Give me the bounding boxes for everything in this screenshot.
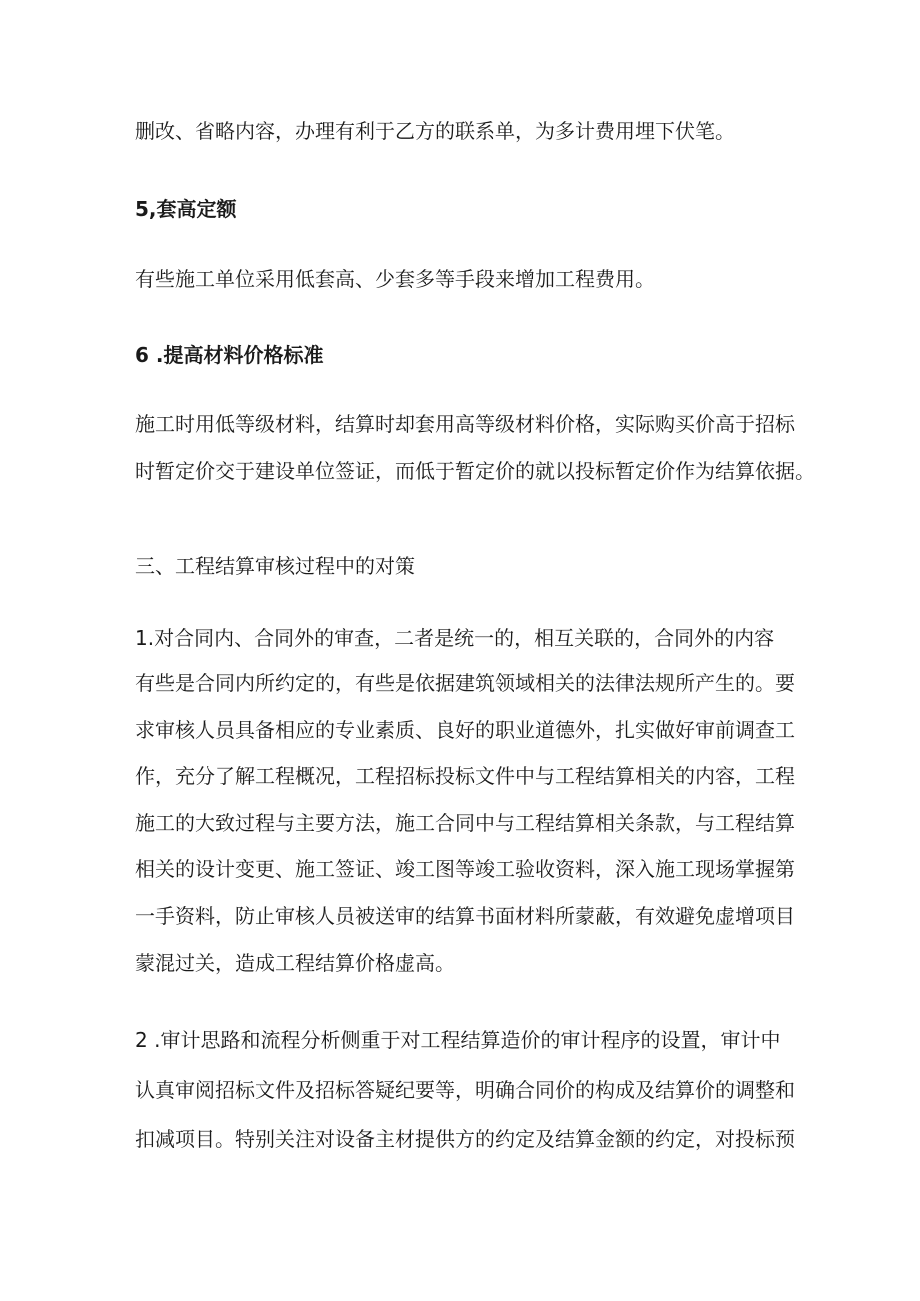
paragraph-line: 有些施工单位采用低套高、少套多等手段来增加工程费用。 <box>135 267 655 291</box>
paragraph-line: 2 .审计思路和流程分析侧重于对工程结算造价的审计程序的设置，审计中 <box>135 1028 781 1052</box>
paragraph-line: 认真审阅招标文件及招标答疑纪要等，明确合同价的构成及结算价的调整和 <box>135 1078 795 1102</box>
paragraph-line: 有些是合同内所约定的，有些是依据建筑领域相关的法律法规所产生的。要 <box>135 671 795 695</box>
paragraph-line: 相关的设计变更、施工签证、竣工图等竣工验收资料，深入施工现场掌握第 <box>135 857 795 881</box>
paragraph-line: 求审核人员具备相应的专业素质、良好的职业道德外，扎实做好审前调查工 <box>135 718 795 742</box>
paragraph-line: 扣减项目。特别关注对设备主材提供方的约定及结算金额的约定，对投标预 <box>135 1127 795 1151</box>
section-heading-6: 6 .提高材料价格标准 <box>135 343 324 367</box>
paragraph-line: 一手资料，防止审核人员被送审的结算书面材料所蒙蔽，有效避免虚增项目 <box>135 904 795 928</box>
paragraph-line: 施工时用低等级材料，结算时却套用高等级材料价格，实际购买价高于招标 <box>135 412 795 436</box>
paragraph-line: 蒙混过关，造成工程结算价格虚高。 <box>135 951 455 975</box>
paragraph-line: 施工的大致过程与主要方法，施工合同中与工程结算相关条款，与工程结算 <box>135 811 795 835</box>
paragraph-line: 删改、省略内容，办理有利于乙方的联系单，为多计费用埋下伏笔。 <box>135 119 735 143</box>
paragraph-line: 1.对合同内、合同外的审查，二者是统一的，相互关联的，合同外的内容 <box>135 626 775 650</box>
section-heading-3: 三、工程结算审核过程中的对策 <box>135 554 415 578</box>
paragraph-line: 作，充分了解工程概况，工程招标投标文件中与工程结算相关的内容，工程 <box>135 764 795 788</box>
section-heading-5: 5,套高定额 <box>135 197 237 221</box>
paragraph-line: 时暂定价交于建设单位签证，而低于暂定价的就以投标暂定价作为结算依据。 <box>135 459 815 483</box>
